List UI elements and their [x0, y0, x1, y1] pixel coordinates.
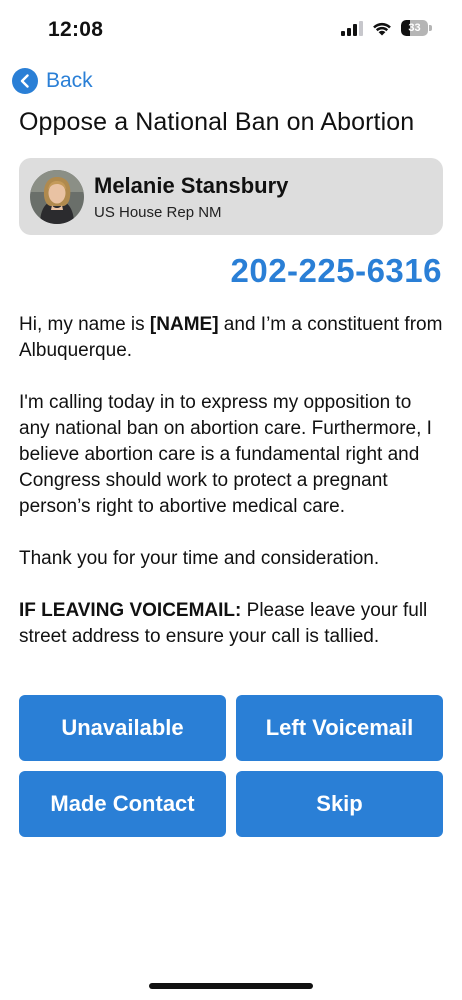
- battery-icon: [401, 20, 432, 36]
- skip-button[interactable]: Skip: [236, 771, 443, 837]
- representative-card: [19, 158, 443, 235]
- call-outcome-buttons: [19, 695, 443, 837]
- battery-percent: 33: [408, 22, 421, 34]
- voicemail-label: IF LEAVING VOICEMAIL:: [19, 600, 242, 621]
- chevron-left-icon: [12, 68, 38, 94]
- phone-number-link[interactable]: 202-225-6316: [230, 252, 442, 289]
- wifi-icon: [371, 20, 393, 36]
- status-icons: [341, 20, 432, 36]
- script-body: I'm calling today in to express my opposition to any national ban on abortion care. Furthermore, I believe abortion care is a fundamental right and Congress should work to protect a pregnant person’s right to abortive medical care.: [19, 392, 432, 517]
- representative-title: US House Rep NM: [94, 203, 222, 221]
- back-button[interactable]: [12, 68, 93, 94]
- voicemail-instructions: IF LEAVING VOICEMAIL: Please leave your full street address to ensure your call is tallied.: [19, 600, 428, 647]
- script-intro: Hi, my name is [NAME] and I’m a constituent from Albuquerque.: [19, 314, 443, 361]
- page-title: Oppose a National Ban on Abortion: [19, 108, 415, 136]
- name-placeholder: [NAME]: [149, 314, 219, 335]
- made-contact-button[interactable]: Made Contact: [19, 771, 226, 837]
- unavailable-button[interactable]: Unavailable: [19, 695, 226, 761]
- signal-icon: [341, 20, 363, 36]
- home-indicator[interactable]: [149, 983, 313, 989]
- back-label: Back: [46, 69, 93, 92]
- avatar: [30, 170, 84, 224]
- script-closing: Thank you for your time and consideration.: [19, 548, 380, 569]
- status-time: 12:08: [48, 18, 104, 41]
- representative-name: Melanie Stansbury: [94, 172, 289, 198]
- left-voicemail-button[interactable]: Left Voicemail: [236, 695, 443, 761]
- status-bar: [0, 0, 462, 58]
- call-script: [19, 312, 447, 650]
